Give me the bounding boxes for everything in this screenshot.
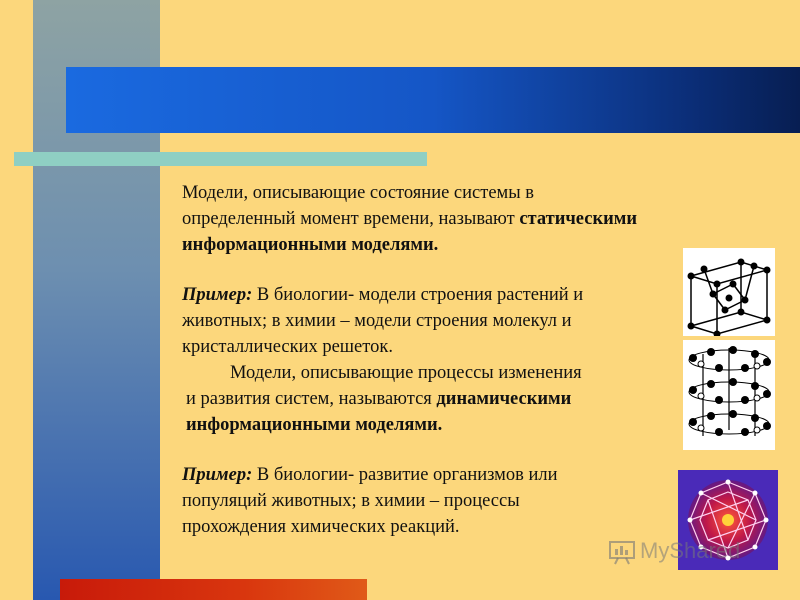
example1-line2: животных; в химии – модели строения молекул и — [182, 311, 572, 331]
term-dynamic: динамическими — [436, 389, 572, 409]
example2-line2: популяций животных; в химии – процессы — [182, 491, 520, 511]
crystal-lattice-image — [683, 248, 775, 336]
presentation-icon — [608, 538, 636, 566]
watermark-text: MyShared — [640, 538, 741, 563]
example-label: Пример: — [182, 285, 253, 305]
slide-body — [182, 180, 672, 540]
layered-lattice-image — [683, 340, 775, 450]
top-blue-bar — [66, 67, 800, 133]
teal-accent-bar — [14, 152, 427, 166]
example2-line3: прохождения химических реакций. — [182, 517, 460, 537]
example1-line3: кристаллических решеток. — [182, 337, 393, 357]
example-label: Пример: — [182, 465, 253, 485]
paragraph-dynamic-line1: Модели, описывающие процессы изменения — [230, 363, 582, 383]
paragraph-dynamic-line2: и развития систем, называются динамическими — [186, 389, 572, 409]
red-bottom-bar — [60, 579, 367, 600]
example1-line1: Пример: В биологии- модели строения растений и — [182, 285, 584, 305]
paragraph-static-line1: Модели, описывающие состояние системы в — [182, 183, 535, 203]
paragraph-dynamic-line3: информационными моделями. — [186, 415, 443, 435]
paragraph-static-line3: информационными моделями. — [182, 235, 439, 255]
example2-line1: Пример: В биологии- развитие организмов или — [182, 465, 558, 485]
term-static: статическими — [519, 209, 638, 229]
paragraph-static-line2: определенный момент времени, называют статическими — [182, 209, 638, 229]
